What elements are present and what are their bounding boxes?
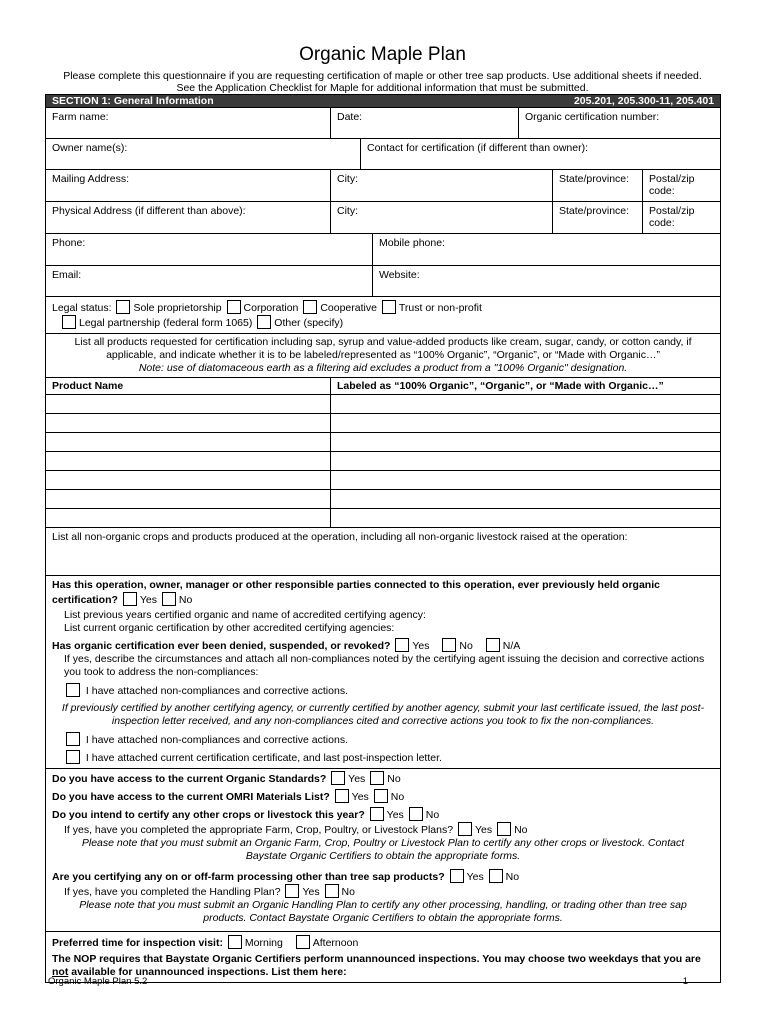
checkbox-denied-no[interactable] bbox=[442, 638, 456, 652]
section-1-header bbox=[46, 95, 721, 108]
prev-years-line: List previous years certified organic and name of accredited certifying agency: bbox=[64, 609, 426, 621]
checkbox-handling-no[interactable] bbox=[325, 884, 339, 898]
physical-city-field[interactable] bbox=[331, 202, 553, 234]
labeled-as-cell[interactable] bbox=[331, 509, 721, 528]
yes-label: Yes bbox=[412, 640, 430, 652]
non-organic-field[interactable] bbox=[46, 528, 721, 576]
checkbox-legal-partnership[interactable] bbox=[62, 315, 76, 329]
checkbox-attached-nc[interactable] bbox=[66, 683, 80, 697]
nop-not: not bbox=[52, 966, 69, 978]
labeled-as-cell[interactable] bbox=[331, 471, 721, 490]
mailing-city-field[interactable] bbox=[331, 170, 553, 202]
omri-question: Do you have access to the current OMRI Materials List? bbox=[52, 791, 330, 803]
mailing-zip-field[interactable] bbox=[643, 170, 721, 202]
section-1-refs: 205.201, 205.300-11, 205.401 bbox=[573, 95, 715, 107]
product-name-cell[interactable] bbox=[46, 471, 331, 490]
cert-number-field[interactable] bbox=[519, 108, 721, 139]
physical-address-field[interactable] bbox=[46, 202, 331, 234]
plans-note: Please note that you must submit an Organic Farm, Crop, Poultry or Livestock Plan to certify any other crops or livestock. Contact Baystate Organic Certifiers to obtain the appropriate forms. bbox=[81, 837, 685, 862]
legal-status-row bbox=[46, 297, 721, 334]
checkbox-other[interactable] bbox=[257, 315, 271, 329]
no-label: No bbox=[341, 886, 355, 898]
checkbox-other-crops-no[interactable] bbox=[409, 807, 423, 821]
date-label: Date: bbox=[337, 111, 363, 123]
option-other: Other (specify) bbox=[274, 317, 344, 329]
products-instructions-text: List all products requested for certification including sap, syrup and value-added products like cream, sugar, candy, or cotton candy, if applicable, and indicate whether it is to be labeled/represented as “100% Organic”, “Organic”, or “Made with Organic…” bbox=[74, 336, 692, 361]
afternoon-label: Afternoon bbox=[312, 937, 359, 949]
owner-name-field[interactable] bbox=[46, 139, 361, 170]
inspection-section bbox=[46, 932, 721, 983]
cert-number-label: Organic certification number: bbox=[525, 111, 660, 123]
phone-field[interactable] bbox=[46, 234, 373, 266]
physical-state-label: State/province: bbox=[559, 205, 630, 217]
mailing-address-field[interactable] bbox=[46, 170, 331, 202]
option-trust: Trust or non-profit bbox=[398, 302, 482, 314]
labeled-as-cell[interactable] bbox=[331, 433, 721, 452]
mailing-city-label: City: bbox=[337, 173, 358, 185]
mailing-state-field[interactable] bbox=[553, 170, 643, 202]
phone-label: Phone: bbox=[52, 237, 86, 249]
product-name-cell[interactable] bbox=[46, 509, 331, 528]
checkbox-plans-yes[interactable] bbox=[458, 822, 472, 836]
standards-question: Do you have access to the current Organic Standards? bbox=[52, 773, 327, 785]
owner-name-label: Owner name(s): bbox=[52, 142, 128, 154]
morning-label: Morning bbox=[244, 937, 283, 949]
mailing-state-label: State/province: bbox=[559, 173, 630, 185]
checkbox-trust[interactable] bbox=[382, 300, 396, 314]
general-info-table bbox=[45, 94, 721, 378]
previous-cert-question: Has this operation, owner, manager or other responsible parties connected to this operation, ever previously held organic certification? bbox=[52, 579, 660, 606]
page-title: Organic Maple Plan bbox=[299, 44, 466, 65]
page-footer bbox=[48, 976, 688, 987]
products-instructions bbox=[46, 334, 721, 378]
product-name-cell[interactable] bbox=[46, 395, 331, 414]
inspection-time-label: Preferred time for inspection visit: bbox=[52, 937, 223, 949]
physical-zip-field[interactable] bbox=[643, 202, 721, 234]
physical-address-label: Physical Address (if different than above): bbox=[52, 205, 246, 217]
checkbox-sole-proprietorship[interactable] bbox=[116, 300, 130, 314]
checkbox-attached-nc-2[interactable] bbox=[66, 732, 80, 746]
no-label: No bbox=[387, 773, 401, 785]
yes-label: Yes bbox=[139, 594, 157, 606]
farm-name-label: Farm name: bbox=[52, 111, 109, 123]
current-cert-line: List current organic certification by other accredited certifying agencies: bbox=[64, 622, 395, 634]
option-cooperative: Cooperative bbox=[320, 302, 377, 314]
mobile-phone-label: Mobile phone: bbox=[379, 237, 445, 249]
attached-nc-2-label: I have attached non-compliances and corrective actions. bbox=[85, 734, 348, 746]
no-label: No bbox=[505, 871, 520, 883]
product-name-cell[interactable] bbox=[46, 414, 331, 433]
checkbox-corporation[interactable] bbox=[227, 300, 241, 314]
checkbox-denied-na[interactable] bbox=[486, 638, 500, 652]
labeled-as-cell[interactable] bbox=[331, 490, 721, 509]
checkbox-attached-cert[interactable] bbox=[66, 750, 80, 764]
no-label: No bbox=[178, 594, 193, 606]
checkbox-afternoon[interactable] bbox=[296, 935, 310, 949]
checkbox-processing-yes[interactable] bbox=[450, 869, 464, 883]
option-legal-partnership: Legal partnership (federal form 1065) bbox=[79, 317, 253, 329]
mobile-phone-field[interactable] bbox=[373, 234, 721, 266]
website-field[interactable] bbox=[373, 266, 721, 297]
labeled-as-header: Labeled as “100% Organic”, “Organic”, or “Made with Organic…” bbox=[331, 378, 721, 395]
checkbox-cooperative[interactable] bbox=[303, 300, 317, 314]
labeled-as-cell[interactable] bbox=[331, 452, 721, 471]
checkbox-omri-no[interactable] bbox=[374, 789, 388, 803]
date-field[interactable] bbox=[331, 108, 519, 139]
physical-city-label: City: bbox=[337, 205, 358, 217]
previous-cert-note: If previously certified by another certifying agency, or currently certified by another agency, submit your last certificate issued, the last post-inspection letter received, and any non-compliances cited and corrective actions you took to fix the non-compliances. bbox=[61, 702, 705, 727]
yes-label: Yes bbox=[302, 886, 320, 898]
na-label: N/A bbox=[502, 640, 521, 652]
contact-label: Contact for certification (if different than owner): bbox=[367, 142, 588, 154]
website-label: Website: bbox=[379, 269, 420, 281]
product-name-cell[interactable] bbox=[46, 452, 331, 471]
processing-question: Are you certifying any on or off-farm processing other than tree sap products? bbox=[52, 871, 445, 883]
email-field[interactable] bbox=[46, 266, 373, 297]
checkbox-prev-cert-yes[interactable] bbox=[123, 592, 137, 606]
option-sole-proprietorship: Sole proprietorship bbox=[133, 302, 222, 314]
section-1-label: SECTION 1: General Information bbox=[52, 95, 214, 107]
checkbox-omri-yes[interactable] bbox=[335, 789, 349, 803]
product-name-cell[interactable] bbox=[46, 433, 331, 452]
checkbox-denied-yes[interactable] bbox=[395, 638, 409, 652]
checkbox-standards-yes[interactable] bbox=[331, 771, 345, 785]
mailing-address-label: Mailing Address: bbox=[52, 173, 130, 185]
contact-field[interactable] bbox=[361, 139, 721, 170]
form-page bbox=[45, 0, 720, 983]
checkbox-processing-no[interactable] bbox=[489, 869, 503, 883]
attached-nc-label: I have attached non-compliances and corrective actions. bbox=[85, 685, 348, 697]
history-section bbox=[46, 576, 721, 769]
footer-form-version: Organic Maple Plan 5.2 bbox=[48, 976, 148, 987]
checkbox-prev-cert-no[interactable] bbox=[162, 592, 176, 606]
other-crops-question: Do you intend to certify any other crops or livestock this year? bbox=[52, 809, 365, 821]
yes-label: Yes bbox=[348, 773, 366, 785]
option-corporation: Corporation bbox=[243, 302, 299, 314]
legal-status-label: Legal status: bbox=[52, 302, 112, 314]
yes-label: Yes bbox=[475, 824, 493, 836]
nop-text-b: available for unannounced inspections. List them here: bbox=[68, 966, 347, 978]
plans-question: If yes, have you completed the appropriate Farm, Crop, Poultry, or Livestock Plans? bbox=[64, 824, 454, 836]
intro-text: Please complete this questionnaire if you are requesting certification of maple or other tree sap products. Use additional sheets if needed. See the Application Checklist for Maple for additional information that must be submitted. bbox=[63, 70, 702, 94]
no-label: No bbox=[390, 791, 405, 803]
yes-label: Yes bbox=[386, 809, 404, 821]
checkbox-standards-no[interactable] bbox=[370, 771, 384, 785]
email-label: Email: bbox=[52, 269, 82, 281]
physical-state-field[interactable] bbox=[553, 202, 643, 234]
non-organic-label: List all non-organic crops and products produced at the operation, including all non-organic livestock raised at the operation: bbox=[52, 531, 628, 543]
attached-cert-label: I have attached current certification certificate, and last post-inspection letter. bbox=[85, 752, 442, 764]
no-label: No bbox=[514, 824, 528, 836]
nop-text-a: The NOP requires that Baystate Organic Certifiers perform unannounced inspections. You may choose two weekdays that you are bbox=[52, 953, 701, 965]
no-label: No bbox=[459, 640, 473, 652]
farm-name-field[interactable] bbox=[46, 108, 331, 139]
describe-circumstances: If yes, describe the circumstances and attach all non-compliances noted by the certifying agent issuing the decision and corrective actions you took to address the non-compliances: bbox=[64, 653, 705, 678]
mailing-zip-label: Postal/zip code: bbox=[649, 173, 695, 197]
denied-question: Has organic certification ever been denied, suspended, or revoked? bbox=[52, 640, 391, 652]
physical-zip-label: Postal/zip code: bbox=[649, 205, 695, 229]
checkbox-plans-no[interactable] bbox=[497, 822, 511, 836]
no-label: No bbox=[425, 809, 440, 821]
checkbox-morning[interactable] bbox=[228, 935, 242, 949]
handling-note: Please note that you must submit an Organic Handling Plan to certify any other processing, handling, or trading other than tree sap products. Contact Baystate Organic Certifiers to obtain the appropriate forms. bbox=[79, 899, 687, 924]
product-name-header: Product Name bbox=[46, 378, 331, 395]
product-name-cell[interactable] bbox=[46, 490, 331, 509]
yes-label: Yes bbox=[351, 791, 369, 803]
yes-label: Yes bbox=[466, 871, 484, 883]
handling-question: If yes, have you completed the Handling Plan? bbox=[64, 886, 281, 898]
products-note: Note: use of diatomaceous earth as a filtering aid excludes a product from a "100% Organic" designation. bbox=[138, 362, 628, 374]
checkbox-other-crops-yes[interactable] bbox=[370, 807, 384, 821]
access-section bbox=[46, 769, 721, 932]
products-table bbox=[45, 377, 721, 983]
page-number: 1 bbox=[682, 976, 688, 987]
labeled-as-cell[interactable] bbox=[331, 395, 721, 414]
checkbox-handling-yes[interactable] bbox=[285, 884, 299, 898]
labeled-as-cell[interactable] bbox=[331, 414, 721, 433]
